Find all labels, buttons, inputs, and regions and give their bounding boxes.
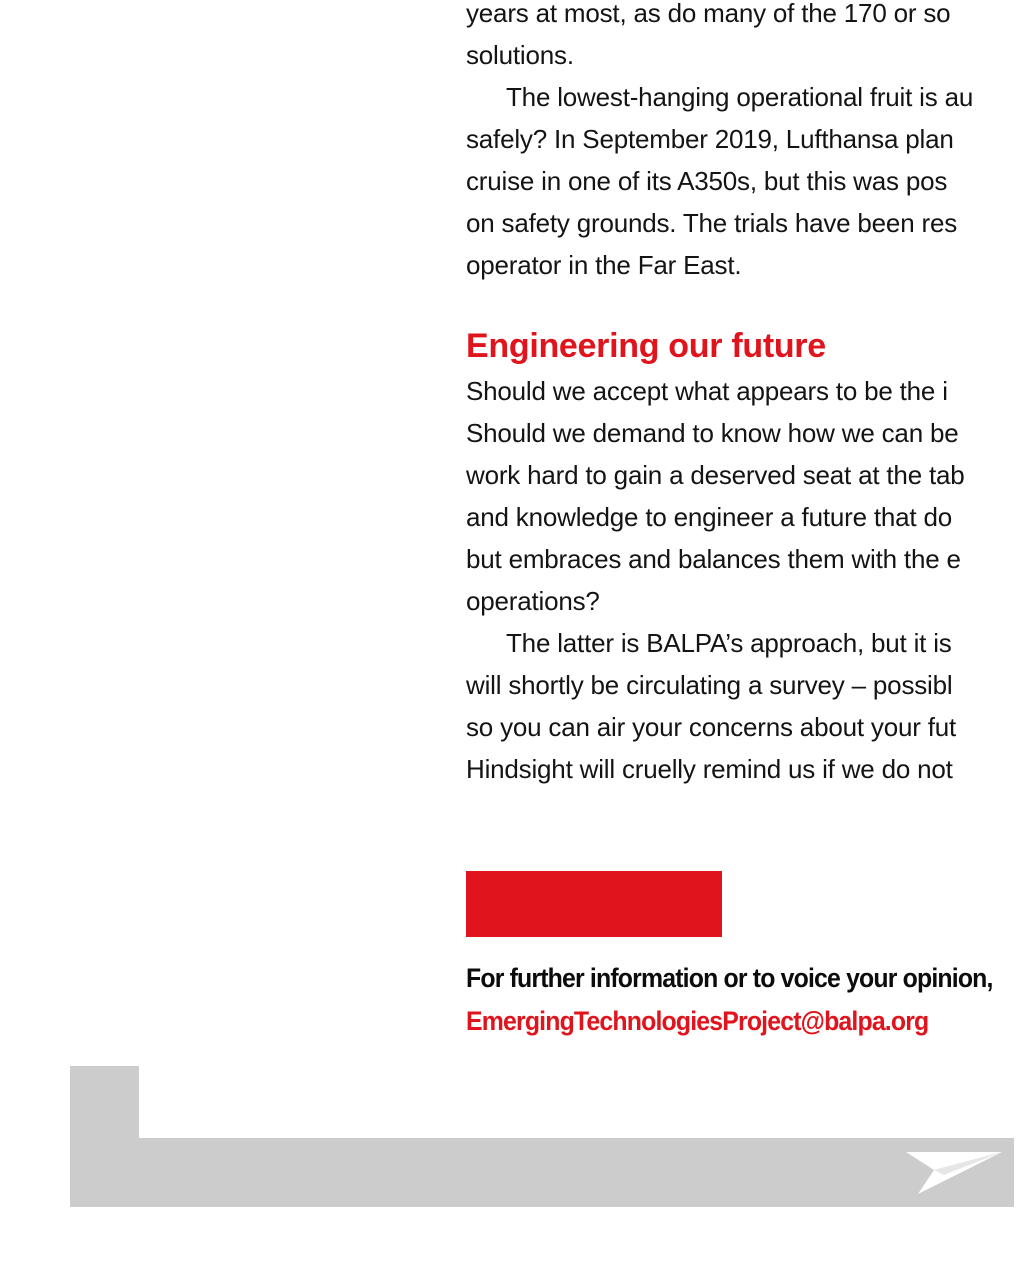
body-line: Should we accept what appears to be the i bbox=[466, 376, 948, 406]
body-line: will shortly be circulating a survey – possibl bbox=[466, 670, 953, 700]
body-line: The lowest-hanging operational fruit is au bbox=[506, 82, 974, 112]
body-line: Should we demand to know how we can be bbox=[466, 418, 959, 448]
body-line: safely? In September 2019, Lufthansa plan bbox=[466, 124, 954, 154]
contact-email-link[interactable]: EmergingTechnologiesProject@balpa.org bbox=[466, 1006, 929, 1036]
body-line: solutions. bbox=[466, 40, 574, 70]
body-line: operations? bbox=[466, 586, 600, 616]
body-line: The latter is BALPA’s approach, but it is bbox=[506, 628, 952, 658]
body-line: Hindsight will cruelly remind us if we do not bbox=[466, 754, 953, 784]
section-heading: Engineering our future bbox=[466, 327, 826, 365]
body-line: years at most, as do many of the 170 or so bbox=[466, 0, 951, 28]
body-line: but embraces and balances them with the e bbox=[466, 544, 961, 574]
contact-prompt: For further information or to voice your opinion, bbox=[466, 963, 993, 993]
footer-bar bbox=[70, 1138, 1014, 1207]
body-line: operator in the Far East. bbox=[466, 250, 742, 280]
body-line: and knowledge to engineer a future that do bbox=[466, 502, 952, 532]
body-line: so you can air your concerns about your fut bbox=[466, 712, 957, 742]
body-line: on safety grounds. The trials have been res bbox=[466, 208, 957, 238]
accent-block bbox=[466, 871, 722, 937]
body-line: cruise in one of its A350s, but this was pos bbox=[466, 166, 948, 196]
body-line: work hard to gain a deserved seat at the tab bbox=[466, 460, 965, 490]
paper-plane-icon bbox=[904, 1148, 1004, 1198]
